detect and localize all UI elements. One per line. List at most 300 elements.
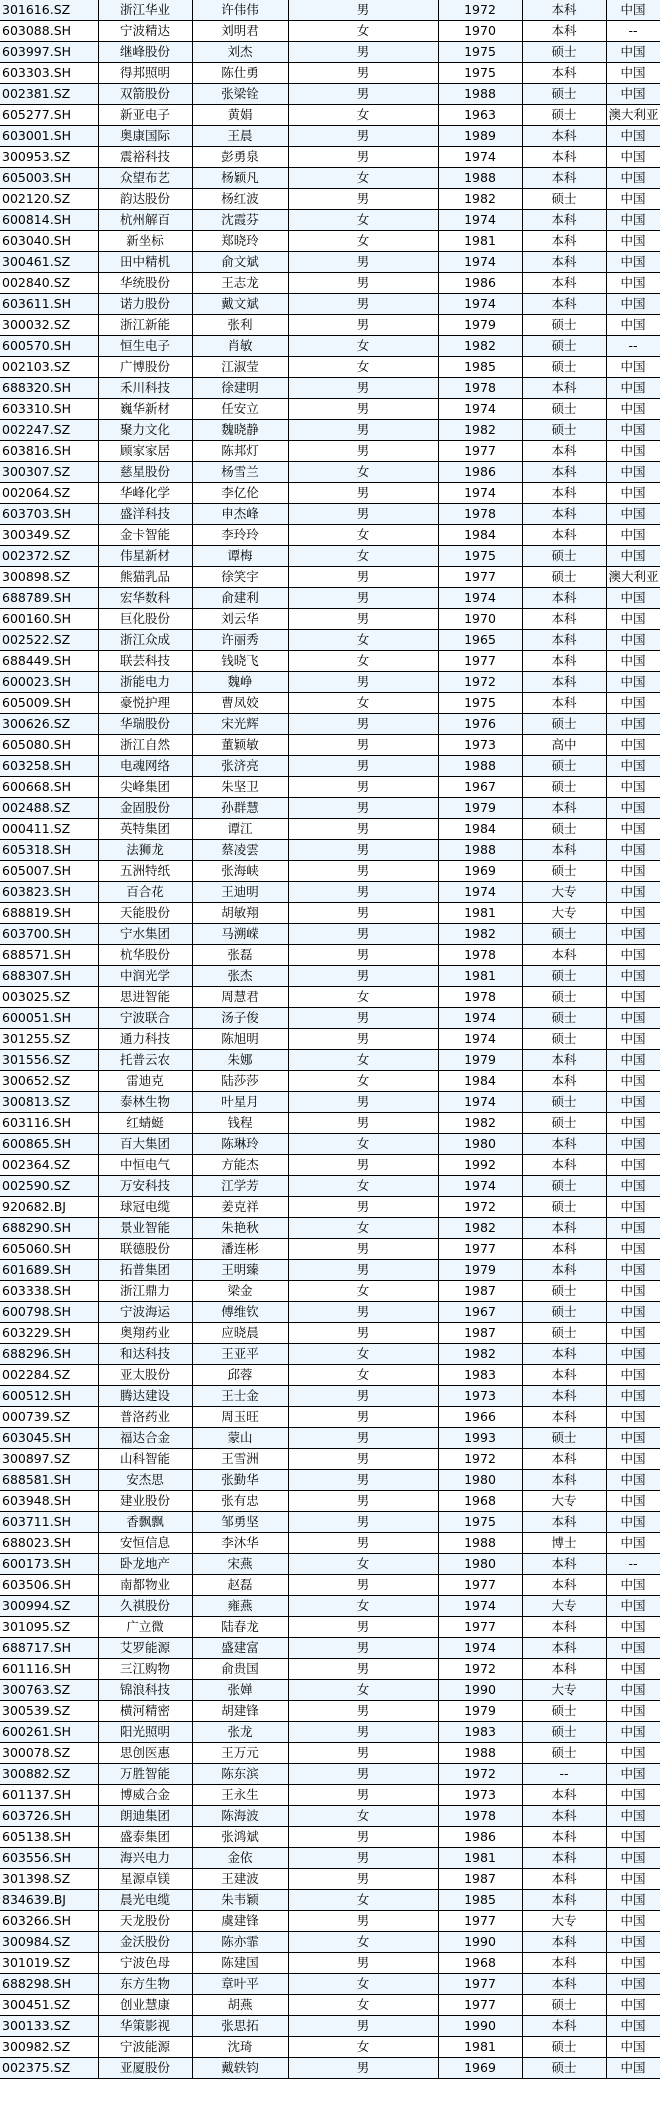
stock-code-cell: 301019.SZ <box>0 1953 98 1974</box>
nationality-cell: 澳大利亚 <box>606 567 660 588</box>
education-cell: 博士 <box>522 1533 606 1554</box>
table-row <box>0 714 660 735</box>
education-cell: 本科 <box>522 1407 606 1428</box>
company-name-cell: 博威合金 <box>98 1785 192 1806</box>
person-name-cell: 刘云华 <box>192 609 288 630</box>
nationality-cell: 中国 <box>606 84 660 105</box>
stock-code-cell: 601137.SH <box>0 1785 98 1806</box>
education-cell: 硕士 <box>522 189 606 210</box>
company-name-cell: 南都物业 <box>98 1575 192 1596</box>
nationality-cell: 中国 <box>606 1428 660 1449</box>
gender-cell: 女 <box>288 462 438 483</box>
gender-cell: 男 <box>288 777 438 798</box>
table-row <box>0 1386 660 1407</box>
company-name-cell: 海兴电力 <box>98 1848 192 1869</box>
gender-cell: 女 <box>288 1071 438 1092</box>
table-row <box>0 1176 660 1197</box>
nationality-cell: 中国 <box>606 315 660 336</box>
stock-code-cell: 002364.SZ <box>0 1155 98 1176</box>
nationality-cell: 中国 <box>606 126 660 147</box>
company-name-cell: 金固股份 <box>98 798 192 819</box>
stock-code-cell: 688717.SH <box>0 1638 98 1659</box>
person-name-cell: 虞建锋 <box>192 1911 288 1932</box>
stock-code-cell: 605003.SH <box>0 168 98 189</box>
company-name-cell: 电魂网络 <box>98 756 192 777</box>
person-name-cell: 姜克祥 <box>192 1197 288 1218</box>
person-name-cell: 朱艳秋 <box>192 1218 288 1239</box>
nationality-cell: 中国 <box>606 1974 660 1995</box>
gender-cell: 男 <box>288 924 438 945</box>
stock-code-cell: 600051.SH <box>0 1008 98 1029</box>
birth-year-cell: 1979 <box>438 1050 522 1071</box>
nationality-cell: 中国 <box>606 546 660 567</box>
person-name-cell: 李亿伦 <box>192 483 288 504</box>
company-name-cell: 金沃股份 <box>98 1932 192 1953</box>
nationality-cell: 中国 <box>606 1365 660 1386</box>
table-row <box>0 315 660 336</box>
nationality-cell: 中国 <box>606 462 660 483</box>
education-cell: 本科 <box>522 1806 606 1827</box>
person-name-cell: 陆莎莎 <box>192 1071 288 1092</box>
table-row <box>0 273 660 294</box>
education-cell: 本科 <box>522 630 606 651</box>
person-name-cell: 任安立 <box>192 399 288 420</box>
company-name-cell: 托普云农 <box>98 1050 192 1071</box>
stock-code-cell: 600570.SH <box>0 336 98 357</box>
person-name-cell: 沈琦 <box>192 2037 288 2058</box>
table-row <box>0 1617 660 1638</box>
education-cell: 硕士 <box>522 987 606 1008</box>
nationality-cell: 中国 <box>606 1827 660 1848</box>
stock-code-cell: 600023.SH <box>0 672 98 693</box>
person-name-cell: 张龙 <box>192 1722 288 1743</box>
company-name-cell: 联德股份 <box>98 1239 192 1260</box>
nationality-cell: 中国 <box>606 1701 660 1722</box>
person-name-cell: 江学芳 <box>192 1176 288 1197</box>
table-row <box>0 210 660 231</box>
education-cell: 本科 <box>522 525 606 546</box>
education-cell: 硕士 <box>522 966 606 987</box>
nationality-cell: 中国 <box>606 588 660 609</box>
education-cell: 本科 <box>522 0 606 21</box>
person-name-cell: 蒙山 <box>192 1428 288 1449</box>
gender-cell: 男 <box>288 819 438 840</box>
table-row <box>0 105 660 126</box>
stock-code-cell: 834639.BJ <box>0 1890 98 1911</box>
gender-cell: 女 <box>288 1890 438 1911</box>
education-cell: 硕士 <box>522 777 606 798</box>
company-name-cell: 百合花 <box>98 882 192 903</box>
person-name-cell: 王万元 <box>192 1743 288 1764</box>
table-row <box>0 546 660 567</box>
person-name-cell: 陈邦灯 <box>192 441 288 462</box>
gender-cell: 男 <box>288 378 438 399</box>
nationality-cell: 中国 <box>606 1680 660 1701</box>
stock-code-cell: 300813.SZ <box>0 1092 98 1113</box>
birth-year-cell: 1982 <box>438 336 522 357</box>
stock-code-cell: 300626.SZ <box>0 714 98 735</box>
gender-cell: 男 <box>288 756 438 777</box>
gender-cell: 男 <box>288 1449 438 1470</box>
person-name-cell: 杨雪兰 <box>192 462 288 483</box>
person-name-cell: 陈仕勇 <box>192 63 288 84</box>
nationality-cell: 中国 <box>606 378 660 399</box>
education-cell: 本科 <box>522 483 606 504</box>
gender-cell: 女 <box>288 1050 438 1071</box>
stock-code-cell: 603116.SH <box>0 1113 98 1134</box>
education-cell: 本科 <box>522 147 606 168</box>
person-name-cell: 朱韦颖 <box>192 1890 288 1911</box>
nationality-cell: 中国 <box>606 1302 660 1323</box>
gender-cell: 女 <box>288 1974 438 1995</box>
company-name-cell: 宁波联合 <box>98 1008 192 1029</box>
table-row <box>0 1911 660 1932</box>
gender-cell: 女 <box>288 336 438 357</box>
company-name-cell: 浙江鼎力 <box>98 1281 192 1302</box>
person-name-cell: 邱蓉 <box>192 1365 288 1386</box>
company-name-cell: 香飘飘 <box>98 1512 192 1533</box>
stock-code-cell: 300133.SZ <box>0 2016 98 2037</box>
gender-cell: 女 <box>288 2037 438 2058</box>
nationality-cell: 中国 <box>606 1953 660 1974</box>
table-row <box>0 1008 660 1029</box>
stock-code-cell: 600261.SH <box>0 1722 98 1743</box>
gender-cell: 男 <box>288 315 438 336</box>
nationality-cell: 中国 <box>606 945 660 966</box>
gender-cell: 女 <box>288 1806 438 1827</box>
stock-code-cell: 300953.SZ <box>0 147 98 168</box>
nationality-cell: 中国 <box>606 1806 660 1827</box>
stock-code-cell: 600814.SH <box>0 210 98 231</box>
birth-year-cell: 1977 <box>438 1995 522 2016</box>
birth-year-cell: 1988 <box>438 840 522 861</box>
education-cell: 本科 <box>522 1659 606 1680</box>
gender-cell: 女 <box>288 231 438 252</box>
gender-cell: 男 <box>288 1722 438 1743</box>
education-cell: 本科 <box>522 1239 606 1260</box>
person-name-cell: 金依 <box>192 1848 288 1869</box>
stock-code-cell: 603303.SH <box>0 63 98 84</box>
education-cell: 硕士 <box>522 1995 606 2016</box>
education-cell: 大专 <box>522 1596 606 1617</box>
education-cell: 本科 <box>522 294 606 315</box>
birth-year-cell: 1974 <box>438 1638 522 1659</box>
birth-year-cell: 1974 <box>438 483 522 504</box>
birth-year-cell: 1974 <box>438 1596 522 1617</box>
person-name-cell: 胡敏翔 <box>192 903 288 924</box>
gender-cell: 男 <box>288 1827 438 1848</box>
stock-code-cell: 603816.SH <box>0 441 98 462</box>
education-cell: 本科 <box>522 609 606 630</box>
gender-cell: 男 <box>288 1260 438 1281</box>
table-row <box>0 1155 660 1176</box>
person-name-cell: 黄娟 <box>192 105 288 126</box>
stock-code-cell: 688320.SH <box>0 378 98 399</box>
nationality-cell: 中国 <box>606 1197 660 1218</box>
education-cell: 硕士 <box>522 1008 606 1029</box>
person-name-cell: 王晨 <box>192 126 288 147</box>
education-cell: 本科 <box>522 1869 606 1890</box>
birth-year-cell: 1979 <box>438 1701 522 1722</box>
gender-cell: 女 <box>288 1281 438 1302</box>
nationality-cell: 中国 <box>606 1449 660 1470</box>
person-name-cell: 邹勇坚 <box>192 1512 288 1533</box>
birth-year-cell: 1972 <box>438 1197 522 1218</box>
company-name-cell: 聚力文化 <box>98 420 192 441</box>
birth-year-cell: 1980 <box>438 1470 522 1491</box>
table-row <box>0 1113 660 1134</box>
person-name-cell: 傅维钦 <box>192 1302 288 1323</box>
nationality-cell: 中国 <box>606 1659 660 1680</box>
gender-cell: 男 <box>288 1386 438 1407</box>
birth-year-cell: 1974 <box>438 1029 522 1050</box>
company-name-cell: 豪悦护理 <box>98 693 192 714</box>
birth-year-cell: 1973 <box>438 1386 522 1407</box>
company-name-cell: 双箭股份 <box>98 84 192 105</box>
birth-year-cell: 1986 <box>438 462 522 483</box>
birth-year-cell: 1975 <box>438 546 522 567</box>
nationality-cell: 中国 <box>606 252 660 273</box>
education-cell: 本科 <box>522 21 606 42</box>
nationality-cell: 中国 <box>606 756 660 777</box>
company-name-cell: 众望布艺 <box>98 168 192 189</box>
table-row <box>0 630 660 651</box>
education-cell: 硕士 <box>522 1722 606 1743</box>
nationality-cell: 中国 <box>606 420 660 441</box>
person-name-cell: 李沐华 <box>192 1533 288 1554</box>
stock-code-cell: 688023.SH <box>0 1533 98 1554</box>
person-name-cell: 汤子俊 <box>192 1008 288 1029</box>
company-name-cell: 金卡智能 <box>98 525 192 546</box>
nationality-cell: 中国 <box>606 1743 660 1764</box>
birth-year-cell: 1974 <box>438 588 522 609</box>
gender-cell: 男 <box>288 714 438 735</box>
company-name-cell: 慈星股份 <box>98 462 192 483</box>
stock-code-cell: 603948.SH <box>0 1491 98 1512</box>
company-name-cell: 伟星新材 <box>98 546 192 567</box>
birth-year-cell: 1986 <box>438 273 522 294</box>
company-name-cell: 景业智能 <box>98 1218 192 1239</box>
company-name-cell: 田中精机 <box>98 252 192 273</box>
gender-cell: 男 <box>288 1155 438 1176</box>
nationality-cell: 中国 <box>606 1932 660 1953</box>
company-name-cell: 艾罗能源 <box>98 1638 192 1659</box>
nationality-cell: 中国 <box>606 294 660 315</box>
nationality-cell: 中国 <box>606 2037 660 2058</box>
gender-cell: 女 <box>288 1344 438 1365</box>
education-cell: 本科 <box>522 1932 606 1953</box>
table-row <box>0 147 660 168</box>
person-name-cell: 俞贵国 <box>192 1659 288 1680</box>
education-cell: 本科 <box>522 1890 606 1911</box>
gender-cell: 男 <box>288 1470 438 1491</box>
stock-code-cell: 603506.SH <box>0 1575 98 1596</box>
nationality-cell: 中国 <box>606 273 660 294</box>
table-row <box>0 1806 660 1827</box>
table-row <box>0 336 660 357</box>
birth-year-cell: 1974 <box>438 294 522 315</box>
birth-year-cell: 1975 <box>438 1512 522 1533</box>
table-row <box>0 966 660 987</box>
education-cell: 本科 <box>522 1365 606 1386</box>
person-name-cell: 谭梅 <box>192 546 288 567</box>
person-name-cell: 陈亦霏 <box>192 1932 288 1953</box>
education-cell: 本科 <box>522 1953 606 1974</box>
gender-cell: 女 <box>288 1680 438 1701</box>
nationality-cell: 中国 <box>606 2058 660 2079</box>
table-row <box>0 945 660 966</box>
birth-year-cell: 1983 <box>438 1722 522 1743</box>
person-name-cell: 周玉旺 <box>192 1407 288 1428</box>
table-row <box>0 567 660 588</box>
stock-code-cell: 603997.SH <box>0 42 98 63</box>
gender-cell: 男 <box>288 252 438 273</box>
person-name-cell: 钱程 <box>192 1113 288 1134</box>
company-name-cell: 三江购物 <box>98 1659 192 1680</box>
person-name-cell: 张海峡 <box>192 861 288 882</box>
table-row <box>0 1869 660 1890</box>
company-name-cell: 禾川科技 <box>98 378 192 399</box>
table-row <box>0 1953 660 1974</box>
education-cell: 硕士 <box>522 1428 606 1449</box>
education-cell: 本科 <box>522 1050 606 1071</box>
birth-year-cell: 1972 <box>438 672 522 693</box>
education-cell: 本科 <box>522 672 606 693</box>
nationality-cell: 中国 <box>606 840 660 861</box>
birth-year-cell: 1968 <box>438 1491 522 1512</box>
gender-cell: 男 <box>288 2058 438 2079</box>
person-name-cell: 许伟伟 <box>192 0 288 21</box>
stock-code-cell: 601116.SH <box>0 1659 98 1680</box>
company-name-cell: 顾家家居 <box>98 441 192 462</box>
company-name-cell: 晨光电缆 <box>98 1890 192 1911</box>
person-name-cell: 胡建锋 <box>192 1701 288 1722</box>
birth-year-cell: 1988 <box>438 168 522 189</box>
stock-code-cell: 301556.SZ <box>0 1050 98 1071</box>
nationality-cell: 中国 <box>606 1638 660 1659</box>
gender-cell: 女 <box>288 630 438 651</box>
table-row <box>0 1554 660 1575</box>
education-cell: 硕士 <box>522 2037 606 2058</box>
nationality-cell: 中国 <box>606 735 660 756</box>
birth-year-cell: 1974 <box>438 252 522 273</box>
birth-year-cell: 1982 <box>438 1113 522 1134</box>
gender-cell: 女 <box>288 693 438 714</box>
birth-year-cell: 1984 <box>438 819 522 840</box>
person-name-cell: 肖敏 <box>192 336 288 357</box>
person-name-cell: 曹凤姣 <box>192 693 288 714</box>
gender-cell: 男 <box>288 1407 438 1428</box>
person-name-cell: 胡燕 <box>192 1995 288 2016</box>
nationality-cell: 中国 <box>606 2016 660 2037</box>
education-cell: 本科 <box>522 1134 606 1155</box>
education-cell: 本科 <box>522 1449 606 1470</box>
gender-cell: 男 <box>288 1239 438 1260</box>
nationality-cell: 中国 <box>606 1113 660 1134</box>
person-name-cell: 盛建富 <box>192 1638 288 1659</box>
education-cell: 硕士 <box>522 546 606 567</box>
gender-cell: 男 <box>288 189 438 210</box>
gender-cell: 女 <box>288 1176 438 1197</box>
birth-year-cell: 1985 <box>438 1890 522 1911</box>
person-name-cell: 戴轶钧 <box>192 2058 288 2079</box>
person-name-cell: 张有忠 <box>192 1491 288 1512</box>
nationality-cell: 中国 <box>606 1071 660 1092</box>
table-row <box>0 1218 660 1239</box>
education-cell: 硕士 <box>522 567 606 588</box>
gender-cell: 男 <box>288 1659 438 1680</box>
table-row <box>0 1638 660 1659</box>
table-row <box>0 735 660 756</box>
education-cell: 硕士 <box>522 399 606 420</box>
gender-cell: 男 <box>288 672 438 693</box>
gender-cell: 女 <box>288 525 438 546</box>
gender-cell: 女 <box>288 21 438 42</box>
person-name-cell: 杨颖凡 <box>192 168 288 189</box>
person-name-cell: 王志龙 <box>192 273 288 294</box>
birth-year-cell: 1988 <box>438 84 522 105</box>
birth-year-cell: 1972 <box>438 0 522 21</box>
stock-code-cell: 301255.SZ <box>0 1029 98 1050</box>
birth-year-cell: 1990 <box>438 1932 522 1953</box>
birth-year-cell: 1975 <box>438 63 522 84</box>
company-name-cell: 宁波能源 <box>98 2037 192 2058</box>
stock-code-cell: 002381.SZ <box>0 84 98 105</box>
education-cell: 本科 <box>522 1575 606 1596</box>
birth-year-cell: 1977 <box>438 1575 522 1596</box>
person-name-cell: 俞文斌 <box>192 252 288 273</box>
table-row <box>0 84 660 105</box>
education-cell: 硕士 <box>522 1701 606 1722</box>
gender-cell: 男 <box>288 903 438 924</box>
gender-cell: 女 <box>288 210 438 231</box>
birth-year-cell: 1987 <box>438 1323 522 1344</box>
stock-code-cell: 300307.SZ <box>0 462 98 483</box>
table-row <box>0 1365 660 1386</box>
company-name-cell: 浙江新能 <box>98 315 192 336</box>
education-cell: 高中 <box>522 735 606 756</box>
stock-code-cell: 603229.SH <box>0 1323 98 1344</box>
birth-year-cell: 1980 <box>438 1554 522 1575</box>
person-name-cell: 张婵 <box>192 1680 288 1701</box>
person-name-cell: 徐笑宇 <box>192 567 288 588</box>
education-cell: 本科 <box>522 252 606 273</box>
nationality-cell: 中国 <box>606 1533 660 1554</box>
gender-cell: 女 <box>288 546 438 567</box>
table-row <box>0 441 660 462</box>
birth-year-cell: 1978 <box>438 504 522 525</box>
stock-code-cell: 603310.SH <box>0 399 98 420</box>
stock-code-cell: 603823.SH <box>0 882 98 903</box>
stock-code-cell: 688449.SH <box>0 651 98 672</box>
education-cell: 本科 <box>522 441 606 462</box>
stock-code-cell: 000411.SZ <box>0 819 98 840</box>
birth-year-cell: 1970 <box>438 21 522 42</box>
table-row <box>0 0 660 21</box>
birth-year-cell: 1966 <box>438 1407 522 1428</box>
nationality-cell: 中国 <box>606 168 660 189</box>
birth-year-cell: 1987 <box>438 1281 522 1302</box>
birth-year-cell: 1972 <box>438 1659 522 1680</box>
education-cell: 硕士 <box>522 42 606 63</box>
birth-year-cell: 1970 <box>438 609 522 630</box>
birth-year-cell: 1990 <box>438 2016 522 2037</box>
nationality-cell: 中国 <box>606 1911 660 1932</box>
gender-cell: 男 <box>288 882 438 903</box>
education-cell: 本科 <box>522 168 606 189</box>
stock-code-cell: 603040.SH <box>0 231 98 252</box>
education-cell: 本科 <box>522 462 606 483</box>
